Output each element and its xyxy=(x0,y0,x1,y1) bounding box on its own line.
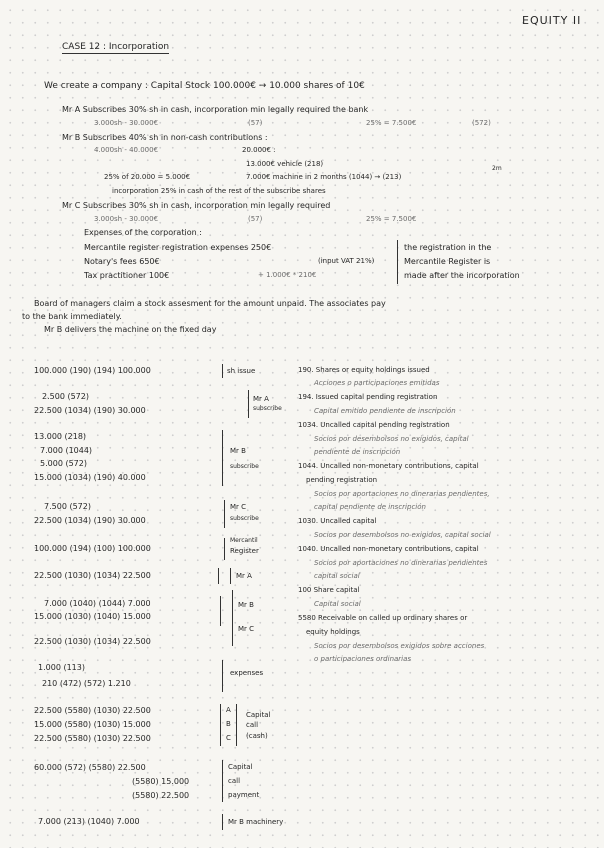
entry-label: subscribe xyxy=(230,515,259,522)
statement-line: (572) xyxy=(472,119,491,127)
glossary-line: o participaciones ordinarias xyxy=(314,655,412,663)
entry-label: Capital xyxy=(228,763,253,771)
entry-line: 22.500 (5580) (1030) 22.500 xyxy=(34,734,151,743)
statement-line: 3.000sh - 30.000€ xyxy=(94,215,159,223)
entry-label: call xyxy=(228,777,241,785)
entry-line: 13.000 (218) xyxy=(34,432,87,441)
entry-brace xyxy=(222,660,223,692)
glossary-line: 1030. Uncalled capital xyxy=(298,517,377,525)
board-line: Board of managers claim a stock assesment for the amount unpaid. The associates pay xyxy=(34,299,386,308)
entry-label: A xyxy=(226,706,231,714)
entry-line: 100.000 (190) (194) 100.000 xyxy=(34,366,151,375)
statement-line: 25% of 20.000 = 5.000€ xyxy=(104,173,191,181)
glossary-line: 190. Shares or equity holdings issued xyxy=(298,366,430,374)
glossary-line: pendiente de inscripción xyxy=(314,448,401,456)
entry-brace xyxy=(220,596,221,626)
glossary-line: capital social xyxy=(314,572,360,580)
entry-brace xyxy=(222,364,223,378)
statement-line: Mercantile register registration expenses 250€ xyxy=(84,243,272,252)
entry-line: 1.000 (113) xyxy=(38,663,85,672)
glossary-line: 1044. Uncalled non-monetary contributions, capital xyxy=(298,462,479,470)
entry-line: 2.500 (572) xyxy=(42,392,89,401)
statement-line: 20.000€ : xyxy=(242,146,276,154)
entry-line: 7.500 (572) xyxy=(44,502,91,511)
statement-line: (input VAT 21%) xyxy=(318,257,375,265)
glossary-line: 100 Share capital xyxy=(298,586,360,594)
statement-line: Notary's fees 650€ xyxy=(84,257,160,266)
glossary-line: 1040. Uncalled non-monetary contributions, capital xyxy=(298,545,479,553)
glossary-line: Capital social xyxy=(314,600,361,608)
entry-line: 22.500 (1034) (190) 30.000 xyxy=(34,406,146,415)
entry-label: Mr B xyxy=(238,601,254,609)
entry-label: Mr A xyxy=(253,395,269,403)
entry-brace xyxy=(236,704,237,746)
statement-line: 2m xyxy=(492,165,502,172)
glossary-line: Socios por aportaciones no dinerarias pendientes, xyxy=(314,490,490,498)
statement-line: (57) xyxy=(248,119,263,127)
entry-line: 15.000 (1034) (190) 40.000 xyxy=(34,473,146,482)
glossary-line: 5580 Receivable on called up ordinary shares or xyxy=(298,614,468,622)
entry-label: subscribe xyxy=(253,405,282,412)
entry-label: Mr B xyxy=(230,447,246,455)
glossary-line: pending registration xyxy=(306,476,378,484)
document-title: EQUITY II xyxy=(522,14,582,27)
entry-line: 22.500 (1034) (190) 30.000 xyxy=(34,516,146,525)
statement-line: Expenses of the corporation : xyxy=(84,228,202,237)
entry-line: 5.000 (572) xyxy=(40,459,87,468)
entry-label: payment xyxy=(228,791,260,799)
statement-line: Mercantile Register is xyxy=(404,257,491,266)
statement-line: 25% = 7.500€ xyxy=(366,215,417,223)
case-title: CASE 12 : Incorporation xyxy=(62,42,170,52)
entry-label: Capital xyxy=(246,711,271,719)
entry-line: (5580) 22.500 xyxy=(132,791,190,800)
entry-brace xyxy=(230,568,231,584)
entry-label: Mr A xyxy=(236,572,252,580)
entry-label: Mercantil xyxy=(230,537,258,544)
entry-line: 60.000 (572) (5580) 22.500 xyxy=(34,763,146,772)
entry-line: 7.000 (1044) xyxy=(40,446,93,455)
entry-line: 100.000 (194) (100) 100.000 xyxy=(34,544,151,553)
statement-line: 3.000sh - 30.000€ xyxy=(94,119,159,127)
entry-brace xyxy=(220,704,221,746)
entry-brace xyxy=(222,430,223,486)
entry-line: 22.500 (5580) (1030) 22.500 xyxy=(34,706,151,715)
entry-brace xyxy=(222,814,223,830)
entry-line: 15.000 (1030) (1040) 15.000 xyxy=(34,612,151,621)
board-line: Mr B delivers the machine on the fixed day xyxy=(44,325,217,334)
entry-line: 7.000 (1040) (1044) 7.000 xyxy=(44,599,151,608)
statement-line: Mr A Subscribes 30% sh in cash, incorporation min legally required the bank xyxy=(62,105,369,114)
statement-line: Mr C Subscribes 30% sh in cash, incorporation min legally required xyxy=(62,201,331,210)
entry-line: (5580) 15.000 xyxy=(132,777,190,786)
entry-label: Mr C xyxy=(230,503,247,511)
statement-line: the registration in the xyxy=(404,243,492,252)
entry-brace xyxy=(232,590,233,646)
glossary-line: Socios por desembolsos no exigidos, capital xyxy=(314,435,469,443)
statement-line: made after the incorporation xyxy=(404,271,520,280)
entry-brace xyxy=(248,390,249,418)
glossary-line: Socios por desembolsos exigidos sobre acciones xyxy=(314,642,485,650)
entry-line: 22.500 (1030) (1034) 22.500 xyxy=(34,571,151,580)
statement-line: 25% = 7.500€ xyxy=(366,119,417,127)
statement-line: Mr B Subscribes 40% sh in non-cash contributions : xyxy=(62,133,268,142)
entry-label: sh issue xyxy=(227,367,256,375)
entry-line: 210 (472) (572) 1.210 xyxy=(42,679,131,688)
statement-line: + 1.000€ * 210€ xyxy=(258,271,317,279)
glossary-line: capital pendiente de inscripción xyxy=(314,503,426,511)
statement-line: (57) xyxy=(248,215,263,223)
glossary-line: 194. Issued capital pending registration xyxy=(298,393,438,401)
entry-label: C xyxy=(226,734,231,742)
intro-line: We create a company : Capital Stock 100.000€ → 10.000 shares of 10€ xyxy=(44,81,365,91)
entry-label: Mr C xyxy=(238,625,255,633)
entry-label: (cash) xyxy=(246,732,268,740)
entry-label: subscribe xyxy=(230,463,259,470)
statement-line: 13.000€ vehicle (218) xyxy=(246,160,324,168)
glossary-line: equity holdings xyxy=(306,628,360,636)
glossary-line: Capital emitido pendiente de inscripción xyxy=(314,407,456,415)
note-divider xyxy=(397,240,398,284)
entry-label: B xyxy=(226,720,231,728)
entry-label: call xyxy=(246,721,259,729)
statement-line: Tax practitioner 100€ xyxy=(84,271,170,280)
entry-brace xyxy=(222,760,223,802)
entry-line: 22.500 (1030) (1034) 22.500 xyxy=(34,637,151,646)
statement-line: incorporation 25% in cash of the rest of the subscribe shares xyxy=(112,187,326,195)
entry-line: 15.000 (5580) (1030) 15.000 xyxy=(34,720,151,729)
entry-label: Register xyxy=(230,547,259,555)
statement-line: 4.000sh - 40.000€ xyxy=(94,146,159,154)
entry-line: 7.000 (213) (1040) 7.000 xyxy=(38,817,140,826)
glossary-line: Acciones o participaciones emitidas xyxy=(314,379,440,387)
entry-label: expenses xyxy=(230,669,264,677)
entry-label: Mr B machinery xyxy=(228,818,284,826)
glossary-line: Socios por desembolsos no exigidos, capital social xyxy=(314,531,491,539)
board-line: to the bank immediately. xyxy=(22,312,122,321)
entry-brace xyxy=(224,500,225,528)
statement-line: 7.000€ machine in 2 months (1044) → (213) xyxy=(246,173,402,181)
entry-brace xyxy=(224,538,225,560)
glossary-line: 1034. Uncalled capital pending registration xyxy=(298,421,450,429)
entry-brace xyxy=(218,568,219,584)
glossary-line: Socios por aportaciones no dinerarias pendientes xyxy=(314,559,488,567)
